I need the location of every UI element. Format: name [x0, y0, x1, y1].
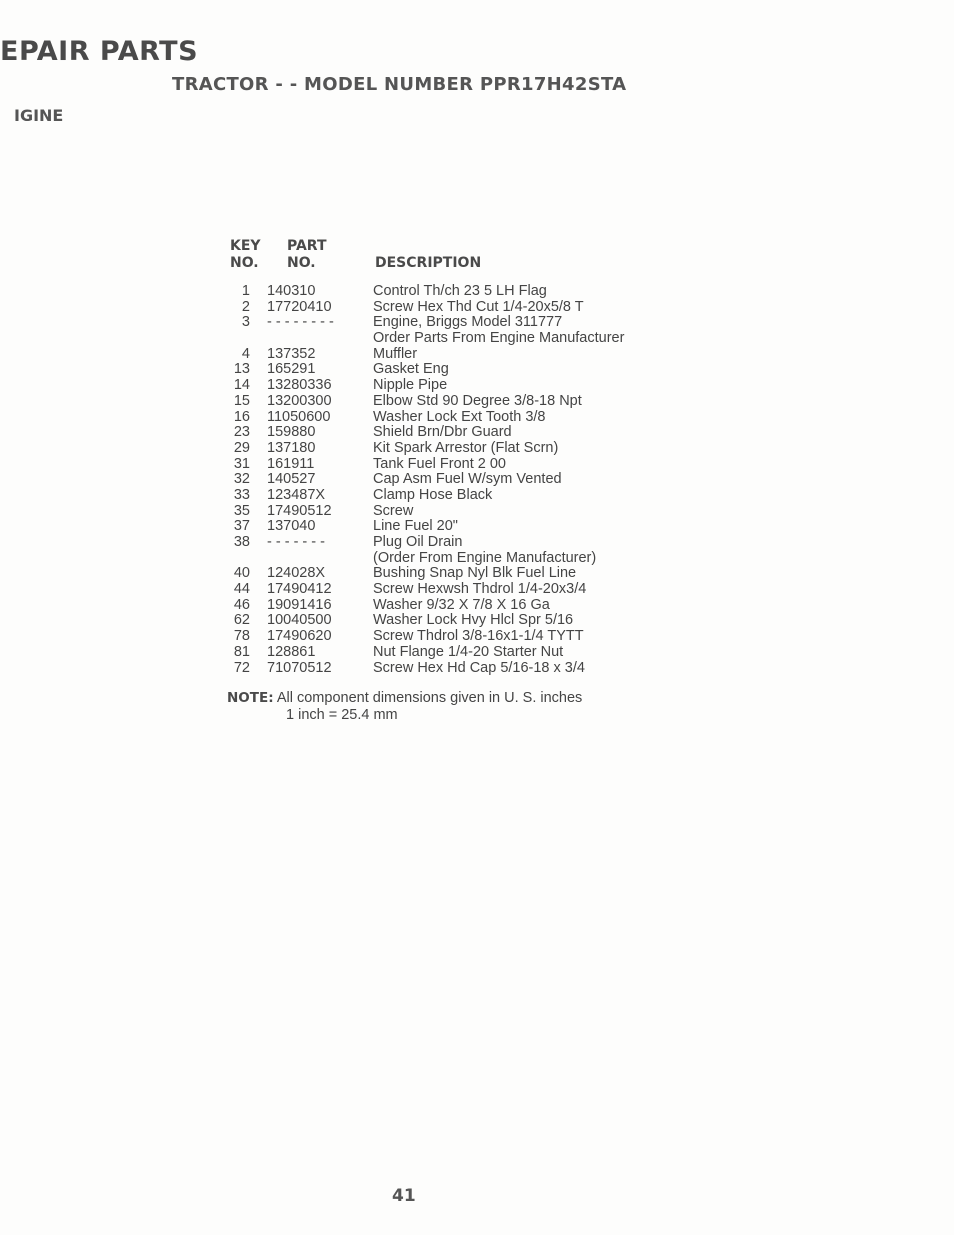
page-number: 41 [392, 1186, 416, 1206]
part-description: Washer Lock Hvy Hlcl Spr 5/16 [373, 612, 574, 629]
list-item [0, 582, 954, 598]
key-number: 62 [233, 612, 250, 629]
list-item [0, 378, 954, 394]
key-header-line1: KEY [230, 238, 261, 254]
list-item [0, 504, 954, 520]
part-description: Engine, Briggs Model 311777 [373, 314, 563, 331]
part-description: Shield Brn/Dbr Guard [373, 424, 512, 441]
list-item [0, 535, 954, 551]
part-number: 11050600 [267, 408, 331, 425]
key-number: 33 [233, 486, 250, 503]
list-item [0, 488, 954, 504]
description-header: DESCRIPTION [375, 255, 482, 271]
key-number: 37 [233, 518, 250, 535]
part-description: Plug Oil Drain [373, 534, 463, 550]
key-number: 38 [233, 534, 250, 550]
key-number: 2 [241, 298, 250, 315]
part-description: (Order From Engine Manufacturer) [373, 549, 597, 566]
part-description: Washer 9/32 X 7/8 X 16 Ga [373, 596, 550, 613]
part-number: 123487X [267, 486, 326, 503]
list-item [0, 394, 954, 410]
key-header-line2: NO. [230, 255, 259, 271]
part-description: Screw Thdrol 3/8-16x1-1/4 TYTT [373, 628, 584, 645]
list-item [0, 645, 954, 661]
part-description: Cap Asm Fuel W/sym Vented [373, 471, 562, 488]
list-item [0, 598, 954, 614]
list-item [0, 410, 954, 426]
key-number: 13 [233, 361, 250, 378]
part-description: Kit Spark Arrestor (Flat Scrn) [373, 439, 559, 456]
part-description: Screw Hex Thd Cut 1/4-20x5/8 T [373, 298, 584, 315]
list-item [0, 629, 954, 645]
part-description: Nipple Pipe [373, 377, 448, 394]
key-number: 78 [233, 628, 250, 645]
part-description: Gasket Eng [373, 361, 449, 378]
list-item [0, 284, 954, 300]
list-item [0, 661, 954, 677]
part-number: 10040500 [267, 612, 332, 629]
part-number: 17490512 [267, 502, 332, 519]
model-subtitle: TRACTOR - - MODEL NUMBER PPR17H42STA [172, 74, 627, 95]
note [227, 690, 582, 707]
list-item [0, 457, 954, 473]
note-label: NOTE: [227, 690, 274, 706]
part-description: Tank Fuel Front 2 00 [373, 455, 506, 472]
list-item [0, 347, 954, 363]
key-number: 1 [241, 283, 250, 299]
part-number: 159880 [267, 424, 316, 441]
part-number: 71070512 [267, 659, 332, 676]
part-description: Bushing Snap Nyl Blk Fuel Line [373, 565, 577, 582]
key-number: 29 [233, 439, 250, 456]
key-number: 31 [233, 455, 250, 472]
part-number: 140527 [267, 471, 316, 488]
part-description: Muffler [373, 345, 418, 362]
key-number: 14 [233, 377, 250, 394]
list-item [0, 566, 954, 582]
part-number: 140310 [267, 283, 316, 299]
key-number: 81 [233, 643, 250, 660]
part-number: 13280336 [267, 377, 332, 394]
key-number: 23 [233, 424, 250, 441]
part-number: 128861 [267, 643, 316, 660]
part-description: Line Fuel 20" [373, 518, 458, 535]
part-number: 137180 [267, 439, 316, 456]
part-description: Clamp Hose Black [373, 486, 493, 503]
list-item [0, 425, 954, 441]
part-number: 17490412 [267, 581, 332, 598]
list-item [0, 472, 954, 488]
list-item [0, 613, 954, 629]
part-number: 124028X [267, 565, 326, 582]
key-number: 32 [233, 471, 250, 488]
part-number: 17720410 [267, 298, 332, 315]
part-header-line1: PART [287, 238, 327, 254]
key-no-header [230, 238, 261, 272]
list-item [0, 362, 954, 378]
part-number: 19091416 [267, 596, 332, 613]
list-item [0, 519, 954, 535]
part-description: Nut Flange 1/4-20 Starter Nut [373, 643, 564, 660]
key-number: 72 [233, 659, 250, 676]
page-title: EPAIR PARTS [0, 36, 199, 67]
note-text: All component dimensions given in U. S. inches [276, 690, 583, 706]
section-heading: IGINE [14, 106, 64, 125]
part-description: Washer Lock Ext Tooth 3/8 [373, 408, 546, 425]
part-description: Control Th/ch 23 5 LH Flag [373, 283, 547, 299]
part-description: Screw [373, 502, 414, 519]
part-description: Screw Hexwsh Thdrol 1/4-20x3/4 [373, 581, 587, 598]
list-item [0, 331, 954, 347]
part-number: 161911 [267, 455, 315, 472]
part-header-line2: NO. [287, 255, 316, 271]
part-number: 13200300 [267, 392, 332, 409]
part-number: - - - - - - - [267, 534, 325, 550]
list-item [0, 551, 954, 567]
part-number: 165291 [267, 361, 316, 378]
part-description: Screw Hex Hd Cap 5/16-18 x 3/4 [373, 659, 585, 676]
key-number: 4 [241, 345, 250, 362]
part-description: Elbow Std 90 Degree 3/8-18 Npt [373, 392, 582, 409]
list-item [0, 300, 954, 316]
part-number: 17490620 [267, 628, 332, 645]
key-number: 40 [233, 565, 250, 582]
part-description: Order Parts From Engine Manufacturer [373, 330, 625, 347]
key-number: 16 [233, 408, 250, 425]
list-item [0, 315, 954, 331]
part-number: 137352 [267, 345, 316, 362]
key-number: 35 [233, 502, 250, 519]
part-no-header [287, 238, 327, 272]
key-number: 46 [233, 596, 250, 613]
part-number: 137040 [267, 518, 316, 535]
part-number: - - - - - - - - [267, 314, 334, 331]
key-number: 44 [233, 581, 250, 598]
note-conversion: 1 inch = 25.4 mm [286, 707, 398, 723]
list-item [0, 441, 954, 457]
parts-list [0, 284, 954, 676]
key-number: 15 [233, 392, 250, 409]
key-number: 3 [241, 314, 250, 331]
